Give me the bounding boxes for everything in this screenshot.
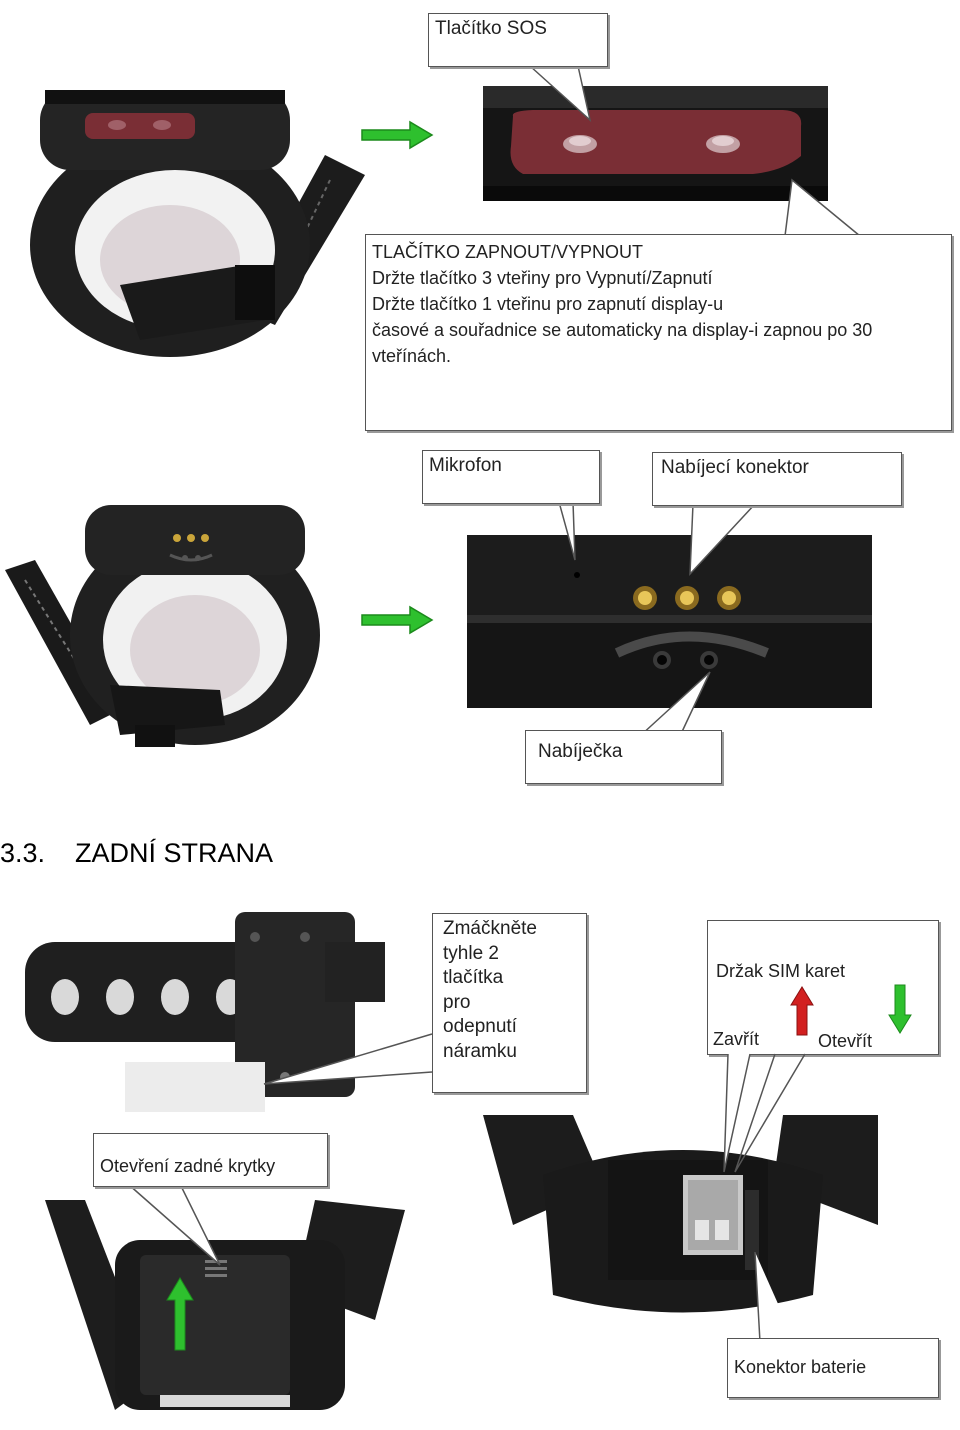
red-up-arrow-icon <box>790 985 814 1037</box>
microphone-callout-pointer <box>555 500 585 565</box>
section-heading <box>0 838 273 869</box>
open-label: Otevřít <box>818 1031 873 1051</box>
battery-callout <box>727 1338 939 1398</box>
sos-callout-pointer <box>520 64 600 124</box>
sos-callout <box>428 13 608 67</box>
back-cover-callout <box>93 1133 328 1187</box>
connector-label: Nabíjecí konektor <box>661 457 809 478</box>
release-line: tlačítka <box>443 967 504 988</box>
battery-label: Konektor baterie <box>734 1357 867 1377</box>
power-callout-pointer <box>780 178 880 238</box>
microphone-label: Mikrofon <box>429 455 502 476</box>
section-title: ZADNÍ STRANA <box>75 838 274 868</box>
back-cover-label: Otevření zadné krytky <box>100 1156 276 1176</box>
section-number: 3.3. <box>0 838 46 868</box>
connector-callout <box>652 452 902 506</box>
charger-callout <box>525 730 722 784</box>
sim-compartment-photo <box>483 1115 878 1330</box>
charger-label: Nabíječka <box>538 741 623 762</box>
release-line: odepnutí <box>443 1016 517 1037</box>
power-title: TLAČÍTKO ZAPNOUT/VYPNOUT <box>372 242 644 262</box>
release-callout-pointer <box>260 1032 435 1092</box>
microphone-callout <box>422 450 600 504</box>
release-line: náramku <box>443 1040 517 1062</box>
sim-holder-label: Držak SIM karet <box>716 961 846 981</box>
connector-callout-pointer <box>685 502 765 577</box>
power-callout <box>365 234 952 431</box>
battery-callout-pointer <box>750 1250 800 1345</box>
power-line: Držte tlačítko 3 vteřiny pro Vypnutí/Zapnutí <box>372 268 713 288</box>
release-line: tyhle 2 <box>443 942 499 964</box>
sos-label: Tlačítko SOS <box>435 18 547 39</box>
release-line: Zmáčkněte <box>443 918 537 939</box>
green-arrow-icon <box>360 120 435 150</box>
back-cover-callout-pointer <box>120 1180 230 1270</box>
close-label: Zavřít <box>713 1029 760 1049</box>
charger-callout-pointer <box>630 668 720 738</box>
release-line: pro <box>443 991 471 1013</box>
power-line: Držte tlačítko 1 vteřinu pro zapnutí display-u <box>372 294 724 314</box>
power-line: vteřínách. <box>372 346 452 366</box>
sim-callout-pointer <box>720 1052 810 1177</box>
power-line: časové a souřadnice se automaticky na display-i zapnou po 30 <box>372 320 873 340</box>
green-down-arrow-icon <box>888 983 912 1035</box>
watch-top-photo <box>25 85 365 360</box>
sim-holder-callout <box>707 920 939 1055</box>
release-callout <box>432 913 587 1093</box>
watch-bottom-photo <box>5 500 330 750</box>
green-arrow-icon <box>360 605 435 635</box>
